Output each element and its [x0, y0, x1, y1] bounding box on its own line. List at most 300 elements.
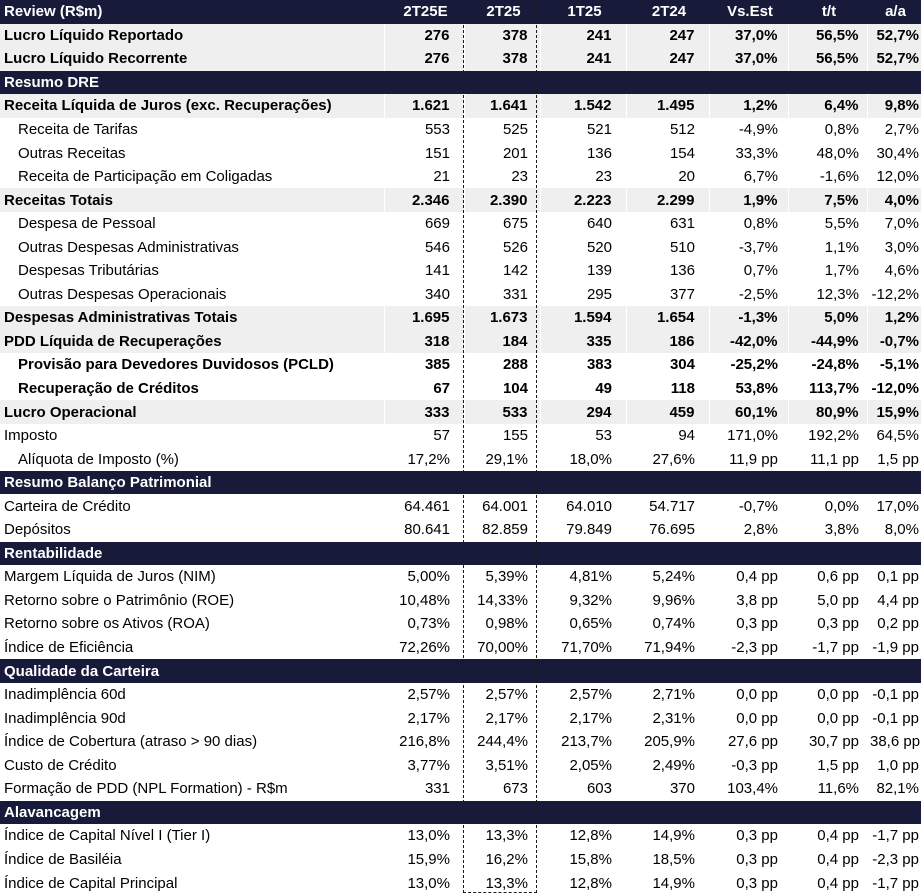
- row-value-p: 23: [595, 168, 612, 186]
- row-value-p: 520: [586, 238, 612, 256]
- row-value-aa: 0,1 pp: [877, 568, 919, 586]
- row-value-e: 553: [424, 121, 450, 138]
- row-value-v: 33,3%: [735, 144, 778, 162]
- row-value-aa: 38,6 pp: [870, 733, 921, 751]
- row-value-a: 0,98%: [485, 615, 528, 633]
- row-value-a: 29,1%: [485, 450, 528, 468]
- row-value-a: 184: [464, 330, 540, 354]
- row-label: Índice de Eficiência: [4, 639, 134, 657]
- row-value-p: 294: [540, 400, 626, 424]
- row-value-e: 10,48%: [399, 591, 450, 609]
- row-value-v: 60,1%: [709, 400, 788, 424]
- row-value-a: 201: [502, 144, 528, 162]
- table-header-row: [0, 0, 921, 24]
- row-value-y: 27,6%: [652, 450, 695, 468]
- table-row: [0, 47, 921, 71]
- row-value-v: 53,8%: [735, 380, 778, 398]
- table-row: [0, 24, 921, 48]
- row-value-e: 57: [433, 427, 450, 445]
- row-value-e: 2,17%: [407, 709, 450, 727]
- row-value-y: 510: [669, 238, 695, 256]
- row-value-p: 64.010: [566, 497, 612, 515]
- row-value-e: 3,77%: [407, 756, 450, 774]
- row-label: Outras Receitas: [18, 144, 126, 162]
- row-value-v: 37,0%: [709, 24, 788, 48]
- row-label: Receitas Totais: [0, 188, 384, 212]
- row-value-t: 0,0 pp: [817, 709, 859, 727]
- row-value-t: 56,5%: [788, 47, 867, 71]
- row-label: Despesas Tributárias: [18, 262, 159, 280]
- row-value-a: 2.390: [464, 188, 540, 212]
- row-value-v: 11,9 pp: [729, 450, 778, 468]
- row-value-a: 14,33%: [477, 591, 528, 609]
- row-value-aa: 1,0 pp: [877, 756, 919, 774]
- row-value-y: 20: [678, 168, 695, 186]
- header-col-2t25: 2T25: [464, 0, 540, 24]
- table-row: [0, 683, 921, 707]
- row-value-v: 27,6 pp: [727, 733, 778, 751]
- row-value-v: 0,3 pp: [736, 827, 778, 845]
- row-label: Inadimplência 90d: [4, 709, 126, 727]
- row-value-aa: 52,7%: [867, 24, 921, 48]
- table-row: [0, 871, 921, 895]
- row-value-y: 5,24%: [652, 568, 695, 586]
- section-header-row: [0, 471, 921, 495]
- section-header-row: [0, 71, 921, 95]
- row-value-v: -2,3 pp: [731, 639, 778, 657]
- row-value-y: 154: [669, 144, 695, 162]
- row-value-y: 54.717: [649, 497, 695, 515]
- row-label: Inadimplência 60d: [4, 686, 126, 704]
- row-label: Alíquota de Imposto (%): [18, 450, 179, 468]
- row-value-aa: 7,0%: [884, 215, 919, 233]
- row-value-v: 0,7%: [743, 262, 778, 280]
- row-value-aa: -1,9 pp: [872, 639, 919, 657]
- row-value-y: 459: [626, 400, 709, 424]
- table-row: [0, 494, 921, 518]
- row-value-aa: 1,5 pp: [877, 450, 919, 468]
- row-value-a: 2,17%: [485, 709, 528, 727]
- row-value-p: 603: [586, 780, 612, 798]
- section-title: Resumo Balanço Patrimonial: [0, 471, 921, 495]
- row-value-e: 333: [384, 400, 464, 424]
- row-value-p: 241: [540, 24, 626, 48]
- row-value-v: -3,7%: [738, 238, 778, 256]
- row-label: PDD Líquida de Recuperações: [0, 330, 384, 354]
- row-value-a: 13,3%: [485, 874, 528, 892]
- table-row: [0, 330, 921, 354]
- header-col-qoq: t/t: [788, 0, 867, 24]
- row-value-y: 1.654: [626, 306, 709, 330]
- row-value-y: 631: [669, 215, 695, 233]
- row-value-aa: 82,1%: [876, 780, 919, 798]
- row-value-y: 94: [678, 427, 695, 445]
- section-header-row: [0, 659, 921, 683]
- table-row: [0, 589, 921, 613]
- row-value-a: 288: [502, 356, 528, 374]
- row-value-aa: 17,0%: [876, 497, 919, 515]
- table-row: [0, 141, 921, 165]
- row-label: Retorno sobre os Ativos (ROA): [4, 615, 210, 633]
- row-value-t: -44,9%: [788, 330, 867, 354]
- row-value-a: 378: [464, 47, 540, 71]
- row-value-p: 2.223: [540, 188, 626, 212]
- table-row: [0, 824, 921, 848]
- header-col-2t25e: 2T25E: [384, 0, 464, 24]
- row-value-t: -24,8%: [811, 356, 859, 374]
- row-value-t: 192,2%: [808, 427, 859, 445]
- row-value-e: 13,0%: [407, 827, 450, 845]
- row-value-p: 295: [586, 285, 612, 303]
- row-value-v: 0,8%: [743, 215, 778, 233]
- row-value-aa: 4,4 pp: [877, 591, 919, 609]
- row-value-t: 113,7%: [808, 380, 859, 398]
- row-value-y: 2,71%: [652, 686, 695, 704]
- row-value-p: 15,8%: [569, 850, 612, 868]
- row-label: Lucro Líquido Reportado: [0, 24, 384, 48]
- table-row: [0, 353, 921, 377]
- row-value-y: 377: [669, 285, 695, 303]
- row-value-p: 12,8%: [569, 827, 612, 845]
- row-value-aa: -12,2%: [871, 285, 919, 303]
- table-row: [0, 306, 921, 330]
- row-value-y: 14,9%: [652, 874, 695, 892]
- row-value-aa: 4,0%: [867, 188, 921, 212]
- row-value-t: 7,5%: [788, 188, 867, 212]
- header-col-2t24: 2T24: [626, 0, 709, 24]
- row-value-p: 49: [595, 380, 612, 398]
- row-value-aa: -5,1%: [879, 356, 919, 374]
- row-value-aa: 12,0%: [876, 168, 919, 186]
- row-value-t: 1,7%: [824, 262, 859, 280]
- row-value-t: 48,0%: [816, 144, 859, 162]
- row-value-v: 0,3 pp: [736, 850, 778, 868]
- row-value-v: 1,9%: [709, 188, 788, 212]
- row-label: Lucro Líquido Recorrente: [0, 47, 384, 71]
- row-value-p: 71,70%: [561, 639, 612, 657]
- row-value-a: 1.673: [464, 306, 540, 330]
- row-value-t: 11,1 pp: [810, 450, 859, 468]
- row-value-a: 16,2%: [485, 850, 528, 868]
- row-value-v: -42,0%: [709, 330, 788, 354]
- row-value-y: 304: [669, 356, 695, 374]
- table-row: [0, 377, 921, 401]
- row-value-y: 76.695: [649, 521, 695, 539]
- row-value-a: 673: [502, 780, 528, 798]
- row-label: Índice de Cobertura (atraso > 90 dias): [4, 733, 258, 751]
- row-value-v: -4,9%: [738, 121, 778, 138]
- row-value-y: 136: [669, 262, 695, 280]
- row-value-aa: -0,7%: [867, 330, 921, 354]
- table-row: [0, 424, 921, 448]
- table-row: [0, 777, 921, 801]
- row-value-t: 80,9%: [788, 400, 867, 424]
- row-value-a: 2,57%: [485, 686, 528, 704]
- row-value-a: 244,4%: [477, 733, 528, 751]
- row-value-t: 5,0 pp: [817, 591, 859, 609]
- row-label: Margem Líquida de Juros (NIM): [4, 568, 216, 586]
- row-value-v: 1,2%: [709, 94, 788, 118]
- row-value-t: 0,0%: [824, 497, 859, 515]
- row-value-a: 378: [464, 24, 540, 48]
- row-value-a: 533: [464, 400, 540, 424]
- header-col-yoy: a/a: [867, 0, 921, 24]
- row-value-a: 525: [502, 121, 528, 138]
- row-value-e: 318: [384, 330, 464, 354]
- row-label: Receita de Tarifas: [18, 121, 138, 138]
- section-title: Rentabilidade: [0, 542, 921, 566]
- row-value-y: 247: [626, 47, 709, 71]
- row-value-aa: -12,0%: [871, 380, 919, 398]
- row-label: Depósitos: [4, 521, 71, 539]
- row-value-y: 2.299: [626, 188, 709, 212]
- row-value-v: 171,0%: [727, 427, 778, 445]
- row-value-y: 18,5%: [652, 850, 695, 868]
- row-value-v: -0,7%: [738, 497, 778, 515]
- table-row: [0, 612, 921, 636]
- row-value-a: 3,51%: [485, 756, 528, 774]
- row-value-p: 2,17%: [569, 709, 612, 727]
- row-value-v: -2,5%: [738, 285, 778, 303]
- row-value-e: 141: [424, 262, 450, 280]
- row-value-v: 3,8 pp: [736, 591, 778, 609]
- row-value-a: 526: [502, 238, 528, 256]
- row-value-aa: -2,3 pp: [872, 850, 919, 868]
- row-value-aa: 1,2%: [867, 306, 921, 330]
- table-row: [0, 400, 921, 424]
- row-value-y: 118: [670, 380, 695, 398]
- row-label: Imposto: [4, 427, 58, 445]
- row-label: Outras Despesas Administrativas: [18, 238, 239, 256]
- row-value-p: 640: [586, 215, 612, 233]
- row-value-e: 1.621: [384, 94, 464, 118]
- table-row: [0, 565, 921, 589]
- header-col-vs-est: Vs.Est: [709, 0, 788, 24]
- row-value-e: 385: [424, 356, 450, 374]
- row-value-e: 21: [433, 168, 450, 186]
- row-value-p: 521: [586, 121, 612, 138]
- row-value-aa: 8,0%: [884, 521, 919, 539]
- row-value-t: 5,0%: [788, 306, 867, 330]
- row-value-e: 0,73%: [407, 615, 450, 633]
- row-value-a: 13,3%: [485, 827, 528, 845]
- row-value-y: 1.495: [626, 94, 709, 118]
- row-value-y: 247: [626, 24, 709, 48]
- row-value-p: 9,32%: [569, 591, 612, 609]
- row-label: Receita de Participação em Coligadas: [18, 168, 273, 186]
- row-value-t: 11,6%: [817, 780, 859, 798]
- row-label: Índice de Capital Principal: [4, 874, 178, 892]
- table-row: [0, 188, 921, 212]
- row-value-e: 72,26%: [399, 639, 450, 657]
- row-value-y: 0,74%: [652, 615, 695, 633]
- row-value-v: -1,3%: [709, 306, 788, 330]
- table-row: [0, 212, 921, 236]
- section-title: Qualidade da Carteira: [0, 659, 921, 683]
- row-value-t: -1,6%: [819, 168, 859, 186]
- row-value-p: 136: [586, 144, 612, 162]
- row-value-v: -25,2%: [730, 356, 778, 374]
- row-value-e: 340: [424, 285, 450, 303]
- row-value-t: 0,6 pp: [817, 568, 859, 586]
- row-value-a: 104: [502, 380, 528, 398]
- row-value-aa: -0,1 pp: [872, 686, 919, 704]
- row-value-v: 37,0%: [709, 47, 788, 71]
- row-label: Provisão para Devedores Duvidosos (PCLD): [18, 356, 334, 374]
- row-value-p: 1.594: [540, 306, 626, 330]
- row-value-e: 17,2%: [407, 450, 450, 468]
- row-value-e: 2.346: [384, 188, 464, 212]
- section-header-row: [0, 801, 921, 825]
- table-row: [0, 754, 921, 778]
- row-label: Índice de Basiléia: [4, 850, 122, 868]
- row-value-aa: 30,4%: [876, 144, 919, 162]
- row-label: Carteira de Crédito: [4, 497, 131, 515]
- row-value-aa: 4,6%: [884, 262, 919, 280]
- row-value-t: 5,5%: [824, 215, 859, 233]
- section-header-row: [0, 542, 921, 566]
- row-value-v: 2,8%: [743, 521, 778, 539]
- row-value-t: 0,4 pp: [817, 850, 859, 868]
- row-label: Despesa de Pessoal: [18, 215, 156, 233]
- row-value-e: 151: [424, 144, 450, 162]
- header-col-1t25: 1T25: [540, 0, 626, 24]
- row-value-e: 331: [424, 780, 450, 798]
- section-title: Resumo DRE: [0, 71, 921, 95]
- row-value-y: 71,94%: [644, 639, 695, 657]
- table-row: [0, 235, 921, 259]
- row-value-a: 5,39%: [485, 568, 528, 586]
- row-value-y: 370: [669, 780, 695, 798]
- table-row: [0, 706, 921, 730]
- section-title: Alavancagem: [0, 801, 921, 825]
- row-value-a: 675: [502, 215, 528, 233]
- row-value-a: 155: [502, 427, 528, 445]
- row-label: Lucro Operacional: [0, 400, 384, 424]
- row-label: Despesas Administrativas Totais: [0, 306, 384, 330]
- row-label: Recuperação de Créditos: [18, 380, 199, 398]
- row-value-p: 213,7%: [561, 733, 612, 751]
- row-value-v: -0,3 pp: [731, 756, 778, 774]
- row-value-aa: 64,5%: [876, 427, 919, 445]
- row-value-a: 82.859: [482, 521, 528, 539]
- row-value-t: 0,0 pp: [817, 686, 859, 704]
- row-value-a: 331: [502, 285, 528, 303]
- row-value-e: 1.695: [384, 306, 464, 330]
- row-value-p: 1.542: [540, 94, 626, 118]
- row-value-e: 276: [384, 24, 464, 48]
- row-label: Custo de Crédito: [4, 756, 117, 774]
- row-value-aa: -1,7 pp: [872, 874, 919, 892]
- row-value-e: 5,00%: [407, 568, 450, 586]
- row-value-v: 0,3 pp: [736, 615, 778, 633]
- row-value-t: 3,8%: [824, 521, 859, 539]
- row-value-y: 9,96%: [652, 591, 695, 609]
- row-value-t: 1,5 pp: [817, 756, 859, 774]
- table-row: [0, 94, 921, 118]
- row-value-v: 6,7%: [743, 168, 778, 186]
- row-value-e: 64.461: [404, 497, 450, 515]
- row-value-aa: 9,8%: [867, 94, 921, 118]
- row-value-y: 512: [669, 121, 695, 138]
- row-value-y: 14,9%: [652, 827, 695, 845]
- row-value-aa: -1,7 pp: [872, 827, 919, 845]
- table-row: [0, 518, 921, 542]
- row-value-p: 241: [540, 47, 626, 71]
- row-value-y: 205,9%: [644, 733, 695, 751]
- row-value-y: 186: [626, 330, 709, 354]
- row-value-v: 0,0 pp: [736, 686, 778, 704]
- row-label: Formação de PDD (NPL Formation) - R$m: [4, 780, 288, 798]
- row-value-y: 2,31%: [652, 709, 695, 727]
- row-value-p: 139: [586, 262, 612, 280]
- table-row: [0, 283, 921, 307]
- row-value-p: 4,81%: [569, 568, 612, 586]
- table-row: [0, 165, 921, 189]
- table-row: [0, 730, 921, 754]
- row-value-p: 2,05%: [569, 756, 612, 774]
- row-value-p: 18,0%: [569, 450, 612, 468]
- header-label: Review (R$m): [0, 0, 384, 24]
- row-value-t: 0,8%: [824, 121, 859, 138]
- row-value-p: 79.849: [566, 521, 612, 539]
- row-value-a: 23: [511, 168, 528, 186]
- row-value-e: 67: [433, 380, 450, 398]
- row-value-a: 142: [502, 262, 528, 280]
- row-value-aa: 2,7%: [884, 121, 919, 138]
- row-value-t: 0,4 pp: [817, 874, 859, 892]
- row-value-a: 64.001: [482, 497, 528, 515]
- row-value-t: 12,3%: [816, 285, 859, 303]
- table-row: [0, 447, 921, 471]
- row-value-e: 80.641: [404, 521, 450, 539]
- row-value-e: 15,9%: [407, 850, 450, 868]
- row-value-aa: 15,9%: [867, 400, 921, 424]
- row-label: Receita Líquida de Juros (exc. Recuperações): [0, 94, 384, 118]
- row-value-aa: -0,1 pp: [872, 709, 919, 727]
- row-value-e: 13,0%: [407, 874, 450, 892]
- row-value-aa: 52,7%: [867, 47, 921, 71]
- row-value-a: 1.641: [464, 94, 540, 118]
- row-value-e: 2,57%: [407, 686, 450, 704]
- row-value-e: 216,8%: [399, 733, 450, 751]
- row-value-y: 2,49%: [652, 756, 695, 774]
- row-value-t: 1,1%: [824, 238, 859, 256]
- table-row: [0, 636, 921, 660]
- row-value-t: 6,4%: [788, 94, 867, 118]
- row-value-v: 103,4%: [727, 780, 778, 798]
- row-value-t: 0,3 pp: [817, 615, 859, 633]
- row-value-p: 53: [595, 427, 612, 445]
- table-row: [0, 118, 921, 142]
- row-value-t: 30,7 pp: [808, 733, 859, 751]
- table-row: [0, 848, 921, 872]
- row-value-aa: 0,2 pp: [877, 615, 919, 633]
- row-value-t: -1,7 pp: [812, 639, 859, 657]
- row-value-p: 383: [586, 356, 612, 374]
- row-value-v: 0,3 pp: [736, 874, 778, 892]
- row-value-e: 669: [424, 215, 450, 233]
- row-value-p: 335: [540, 330, 626, 354]
- row-value-t: 56,5%: [788, 24, 867, 48]
- row-value-v: 0,4 pp: [736, 568, 778, 586]
- row-value-p: 0,65%: [569, 615, 612, 633]
- table-row: [0, 259, 921, 283]
- row-value-e: 276: [384, 47, 464, 71]
- row-label: Índice de Capital Nível I (Tier I): [4, 827, 211, 845]
- row-value-e: 546: [424, 238, 450, 256]
- row-value-aa: 3,0%: [884, 238, 919, 256]
